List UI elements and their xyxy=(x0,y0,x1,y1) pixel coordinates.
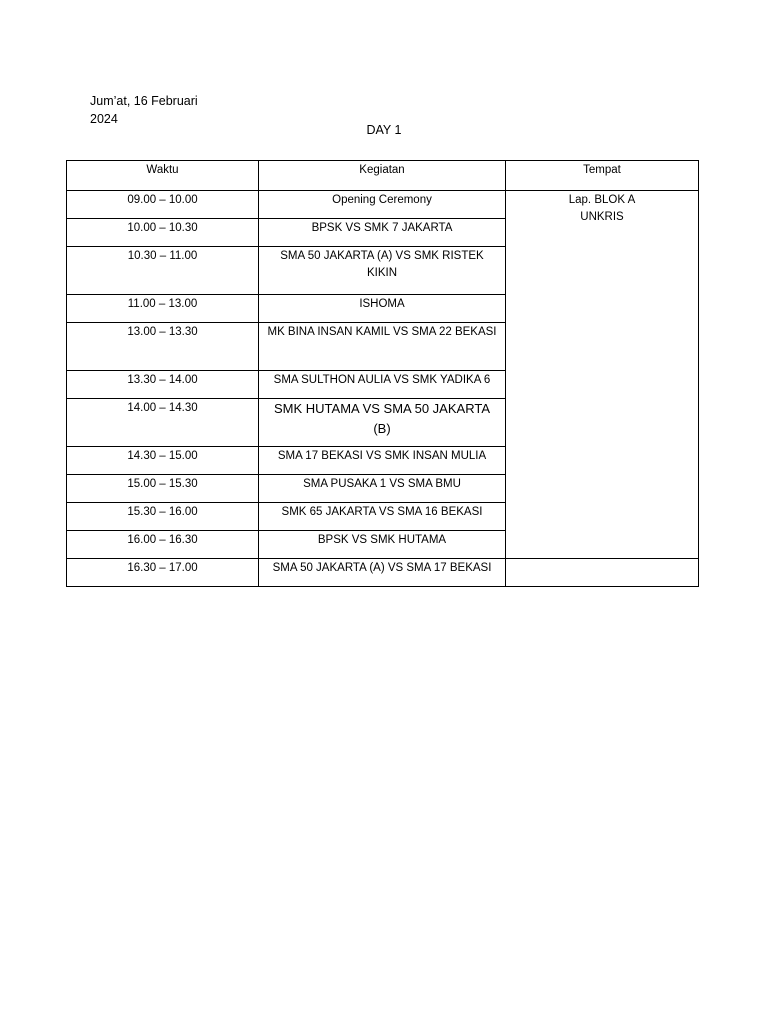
cell-kegiatan: SMA 17 BEKASI VS SMK INSAN MULIA xyxy=(259,447,506,475)
cell-kegiatan: Opening Ceremony xyxy=(259,191,506,219)
cell-waktu: 11.00 – 13.00 xyxy=(67,295,259,323)
cell-tempat-venue xyxy=(506,191,699,559)
cell-waktu: 13.30 – 14.00 xyxy=(67,371,259,399)
cell-waktu: 10.30 – 11.00 xyxy=(67,247,259,295)
cell-kegiatan: SMA PUSAKA 1 VS SMA BMU xyxy=(259,475,506,503)
cell-kegiatan: SMK HUTAMA VS SMA 50 JAKARTA (B) xyxy=(259,399,506,447)
cell-kegiatan: ISHOMA xyxy=(259,295,506,323)
cell-waktu: 15.30 – 16.00 xyxy=(67,503,259,531)
venue-line-2: UNKRIS xyxy=(580,211,624,223)
cell-tempat-empty xyxy=(506,559,699,587)
table-row xyxy=(67,191,699,219)
column-header-kegiatan: Kegiatan xyxy=(259,161,506,191)
cell-kegiatan: SMA 50 JAKARTA (A) VS SMA 17 BEKASI xyxy=(259,559,506,587)
cell-waktu: 16.30 – 17.00 xyxy=(67,559,259,587)
cell-kegiatan: BPSK VS SMK HUTAMA xyxy=(259,531,506,559)
date-line-1: Jum’at, 16 Februari xyxy=(90,94,198,108)
cell-waktu: 09.00 – 10.00 xyxy=(67,191,259,219)
table-row xyxy=(67,559,699,587)
cell-waktu: 13.00 – 13.30 xyxy=(67,323,259,371)
schedule-table xyxy=(66,160,699,587)
cell-waktu: 14.00 – 14.30 xyxy=(67,399,259,447)
cell-waktu: 14.30 – 15.00 xyxy=(67,447,259,475)
cell-waktu: 10.00 – 10.30 xyxy=(67,219,259,247)
day-title: DAY 1 xyxy=(366,123,402,137)
cell-kegiatan: MK BINA INSAN KAMIL VS SMA 22 BEKASI xyxy=(259,323,506,371)
date-line-2: 2024 xyxy=(90,112,118,126)
column-header-waktu: Waktu xyxy=(67,161,259,191)
cell-waktu: 15.00 – 15.30 xyxy=(67,475,259,503)
cell-waktu: 16.00 – 16.30 xyxy=(67,531,259,559)
cell-kegiatan: SMA SULTHON AULIA VS SMK YADIKA 6 xyxy=(259,371,506,399)
venue-line-1: Lap. BLOK A xyxy=(568,194,636,206)
cell-kegiatan: SMK 65 JAKARTA VS SMA 16 BEKASI xyxy=(259,503,506,531)
cell-kegiatan: SMA 50 JAKARTA (A) VS SMK RISTEK KIKIN xyxy=(259,247,506,295)
table-header-row xyxy=(67,161,699,191)
cell-kegiatan: BPSK VS SMK 7 JAKARTA xyxy=(259,219,506,247)
column-header-tempat: Tempat xyxy=(506,161,699,191)
